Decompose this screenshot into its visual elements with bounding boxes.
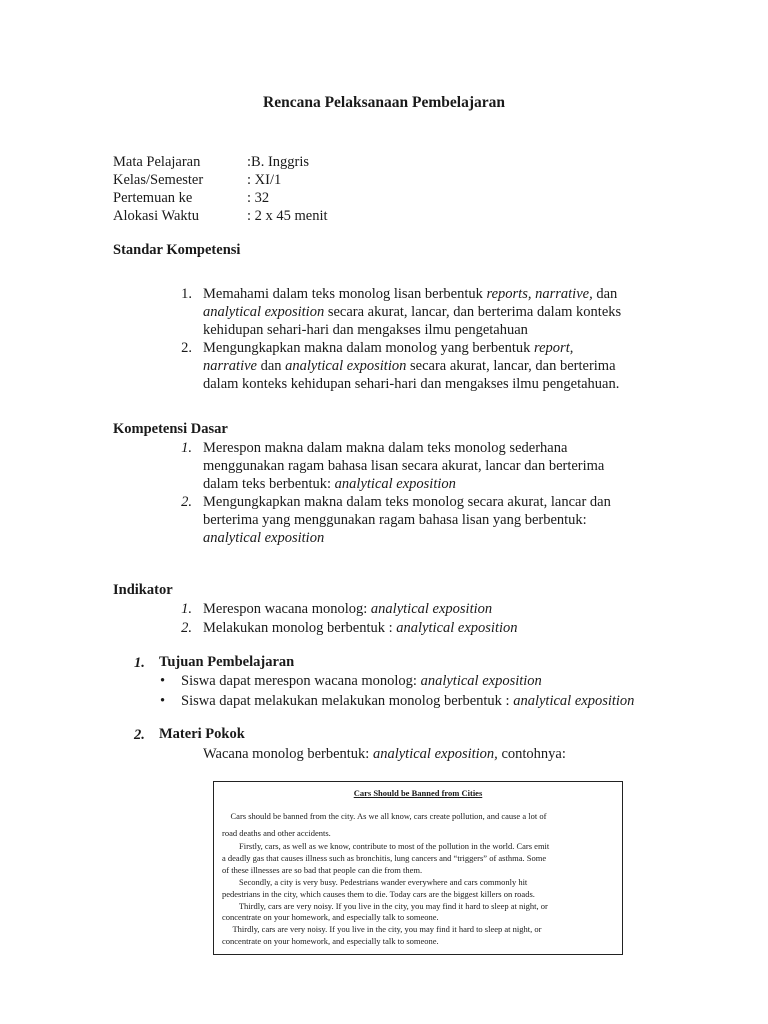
tujuan-heading: Tujuan Pembelajaran <box>159 654 295 670</box>
list-number: 2. <box>181 620 192 636</box>
example-line: Firstly, cars, as well as we know, contribute to most of the pollution in the world. Cars emit <box>222 841 550 851</box>
bullet-icon: • <box>160 693 166 709</box>
text-run: Memahami dalam teks monolog lisan berbentuk <box>203 286 487 302</box>
list-item-line: kehidupan sehari-hari dan mengakses ilmu pengetahuan <box>203 322 528 338</box>
materi-heading: Materi Pokok <box>159 726 245 742</box>
text-run: contohnya: <box>497 746 566 762</box>
text-run: analytical exposition <box>203 304 325 320</box>
example-line: concentrate on your homework, and especially talk to someone. <box>222 912 439 922</box>
text-run: dan <box>592 286 618 302</box>
text-run: secara akurat, lancar, dan berterima <box>406 358 616 374</box>
example-line: concentrate on your homework, and especially talk to someone. <box>222 936 439 946</box>
example-line: Thirdly, cars are very noisy. If you live in the city, you may find it hard to sleep at night, or <box>222 901 548 911</box>
text-run: Merespon wacana monolog: <box>203 601 371 617</box>
list-number: 2. <box>181 340 192 356</box>
list-item-line <box>203 600 643 618</box>
info-value: : XI/1 <box>247 172 282 188</box>
list-number: 1. <box>181 601 192 617</box>
text-run: Wacana monolog berbentuk: <box>203 746 373 762</box>
info-label: Pertemuan ke <box>113 190 193 206</box>
info-value: : 32 <box>247 190 270 206</box>
text-run: report, <box>534 340 574 356</box>
text-run: dalam teks berbentuk: <box>203 476 335 492</box>
list-item-line: Mengungkapkan makna dalam teks monolog secara akurat, lancar dan <box>203 494 611 510</box>
list-number: 1. <box>181 440 192 456</box>
list-number: 2. <box>181 494 192 510</box>
example-line: Cars should be banned from the city. As we all know, cars create pollution, and cause a lot of <box>222 811 547 821</box>
example-text-box <box>213 781 623 955</box>
text-run: analytical exposition <box>285 358 407 374</box>
section-number: 2. <box>134 727 145 743</box>
info-label: Kelas/Semester <box>113 172 204 188</box>
document-title: Rencana Pelaksanaan Pembelajaran <box>263 94 505 111</box>
list-item-line: berterima yang menggunakan ragam bahasa lisan yang berbentuk: <box>203 512 587 528</box>
materi-line <box>203 745 566 763</box>
example-line: Secondly, a city is very busy. Pedestrians wander everywhere and cars commonly hit <box>222 877 528 887</box>
bullet-item <box>181 672 542 690</box>
list-item-line <box>203 357 643 375</box>
list-item-line <box>203 303 643 321</box>
list-item-line <box>203 475 643 493</box>
info-label: Alokasi Waktu <box>113 208 199 224</box>
example-title: Cars Should be Banned from Cities <box>353 788 483 798</box>
list-item-line: dalam konteks kehidupan sehari-hari dan mengakses ilmu pengetahuan. <box>203 376 620 392</box>
text-run: Siswa dapat melakukan melakukan monolog berbentuk : <box>181 693 514 709</box>
section-number: 1. <box>134 655 145 671</box>
bullet-icon: • <box>160 673 166 689</box>
standar-kompetensi-heading: Standar Kompetensi <box>113 242 241 258</box>
list-item-line <box>203 339 643 357</box>
example-line: road deaths and other accidents. <box>222 828 331 838</box>
text-run: Siswa dapat merespon wacana monolog: <box>181 673 421 689</box>
text-run: reports, narrative, <box>486 286 593 302</box>
info-value: : 2 x 45 menit <box>247 208 328 224</box>
example-line: of these illnesses are so bad that people can die from them. <box>222 865 423 875</box>
list-item-line: Merespon makna dalam makna dalam teks monolog sederhana <box>203 440 568 456</box>
kompetensi-dasar-heading: Kompetensi Dasar <box>113 421 228 437</box>
list-item-line: menggunakan ragam bahasa lisan secara akurat, lancar dan berterima <box>203 458 605 474</box>
text-run: analytical exposition, <box>372 746 498 762</box>
text-run: analytical exposition <box>396 620 518 636</box>
example-line: a deadly gas that causes illness such as bronchitis, lung cancers and “triggers” of asthma. Some <box>222 853 547 863</box>
text-run: Melakukan monolog berbentuk : <box>203 620 397 636</box>
text-run: Mengungkapkan makna dalam monolog yang berbentuk <box>203 340 535 356</box>
text-run: secara akurat, lancar, dan berterima dalam konteks <box>324 304 622 320</box>
indikator-heading: Indikator <box>113 582 173 598</box>
list-item-line <box>203 285 643 303</box>
list-number: 1. <box>181 286 192 302</box>
list-item-line: analytical exposition <box>203 530 325 546</box>
text-run: analytical exposition <box>420 673 542 689</box>
text-run: dan <box>256 358 286 374</box>
text-run: analytical exposition <box>370 601 493 617</box>
text-run: analytical exposition <box>513 693 635 709</box>
bullet-item <box>181 692 634 710</box>
example-line: Thirdly, cars are very noisy. If you live in the city, you may find it hard to sleep at night, or <box>222 924 542 934</box>
info-value: :B. Inggris <box>247 154 310 170</box>
list-item-line <box>203 619 643 637</box>
text-run: analytical exposition <box>334 476 456 492</box>
example-line: pedestrians in the city, which causes them to die. Today cars are the biggest killers on roads. <box>222 889 535 899</box>
text-run: narrative <box>203 358 257 374</box>
info-label: Mata Pelajaran <box>113 154 201 170</box>
